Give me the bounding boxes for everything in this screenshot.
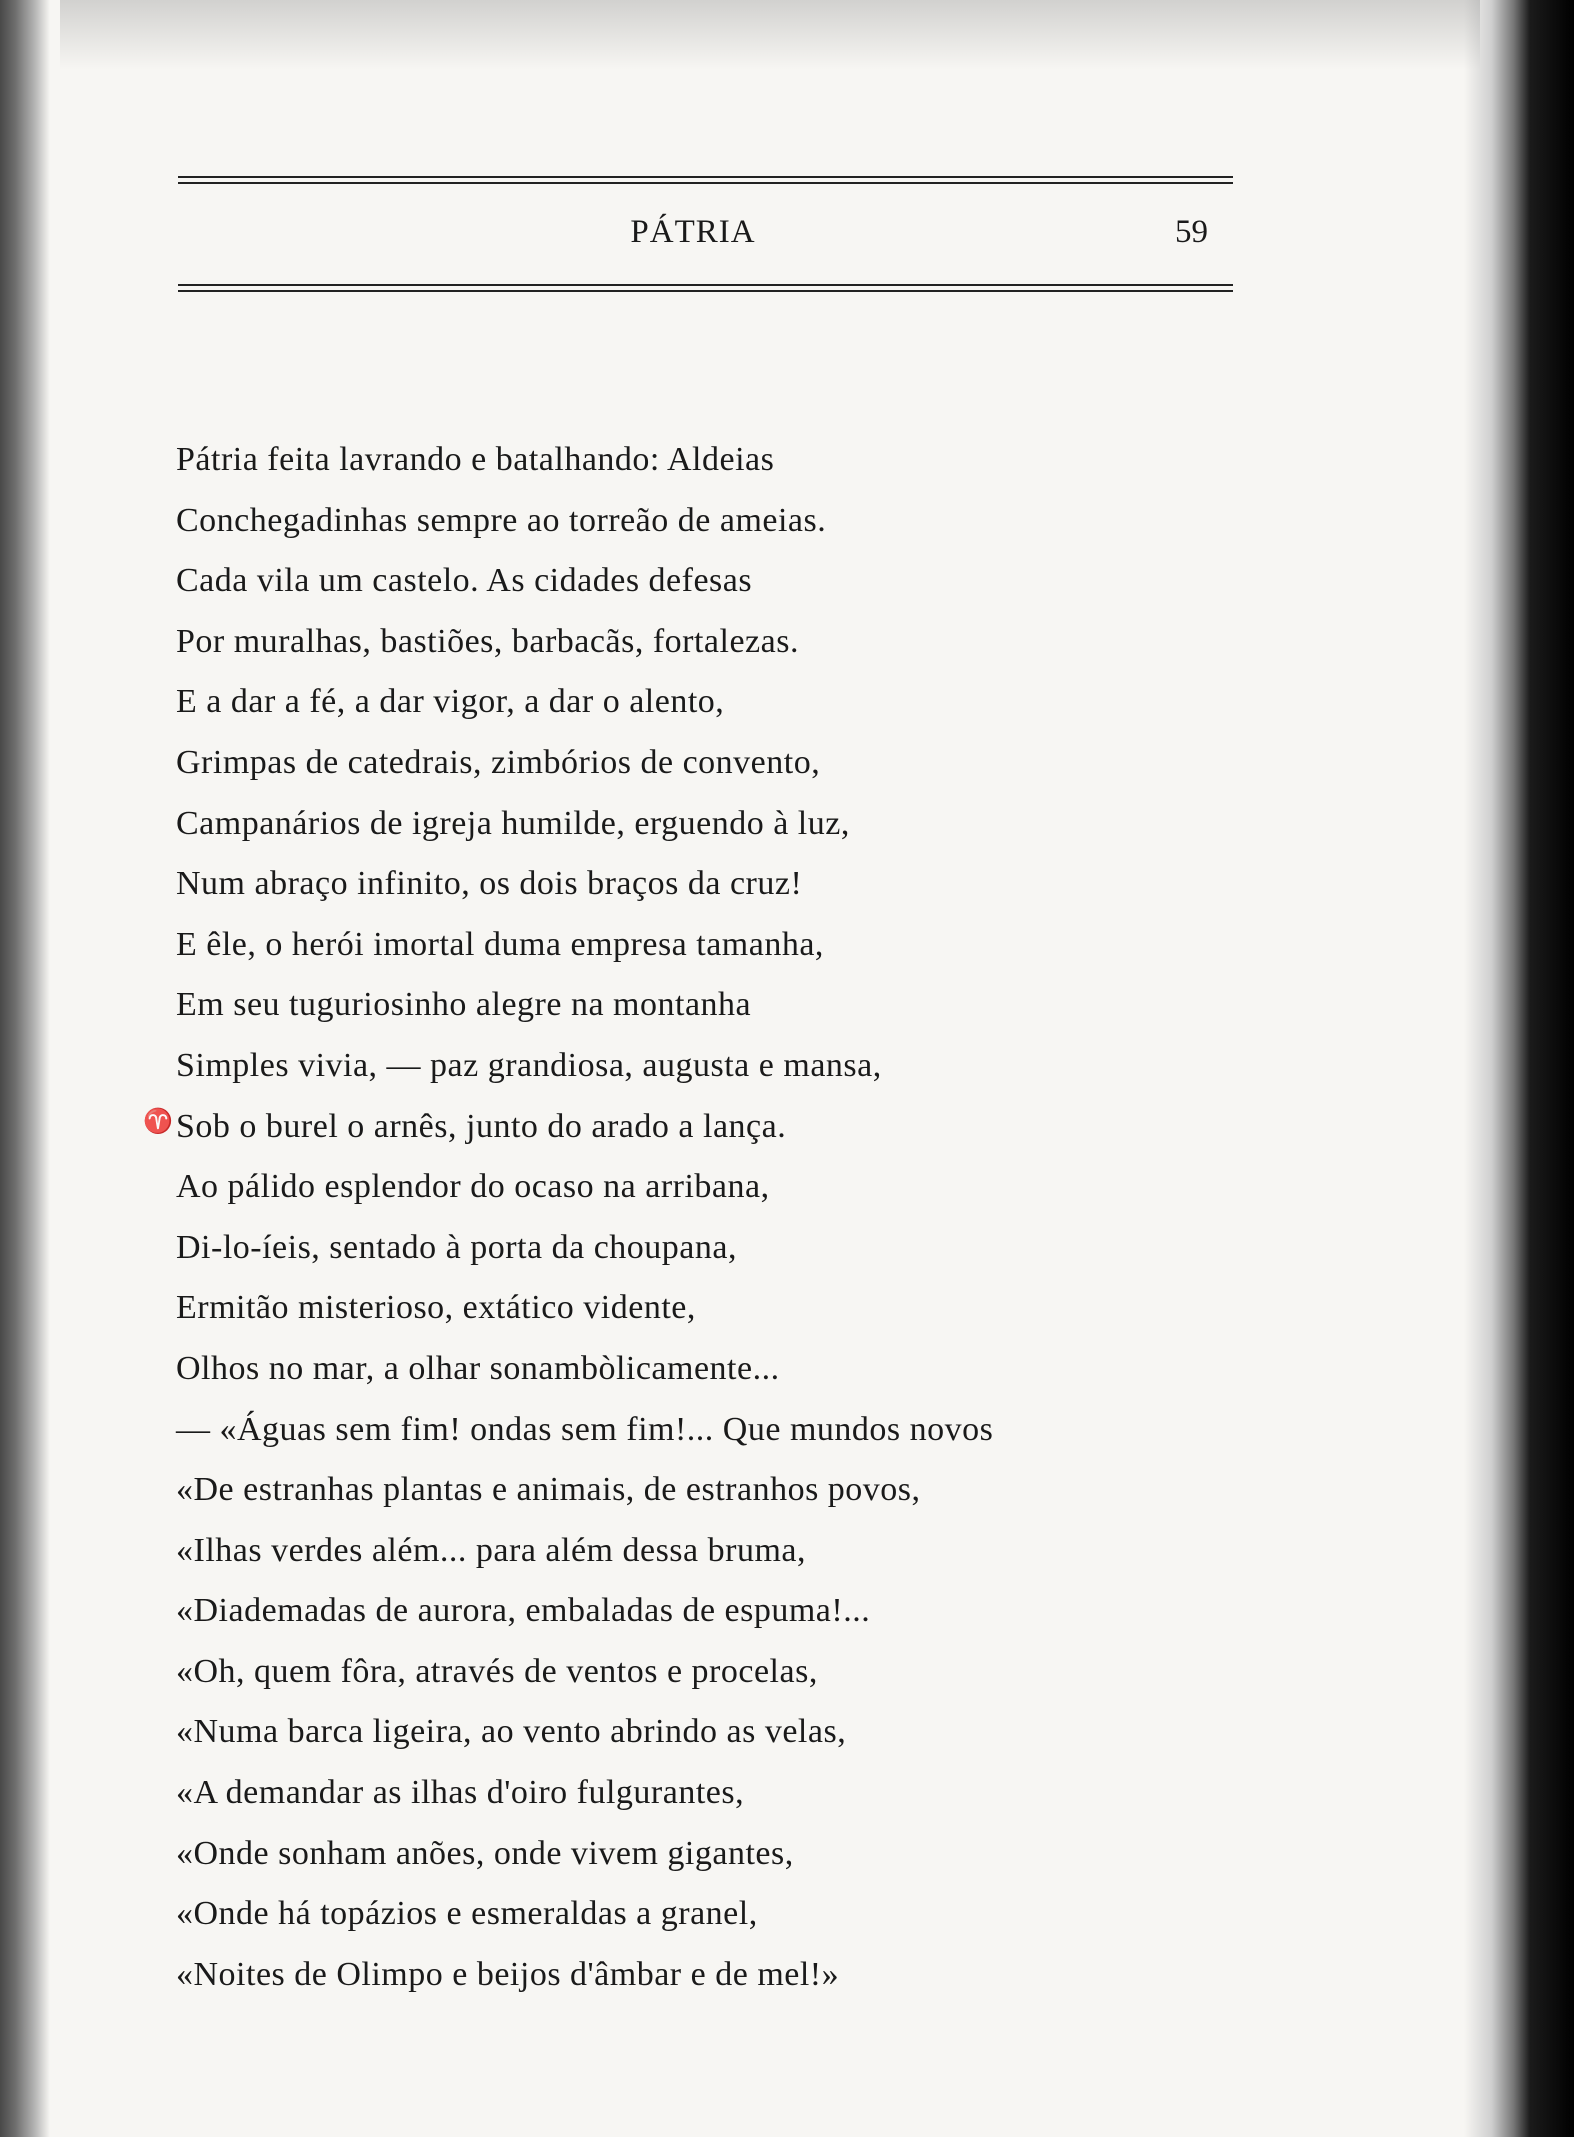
verse-line: Campanários de igreja humilde, erguendo à luz, — [176, 804, 850, 842]
verse-line: «Onde há topázios e esmeraldas a granel, — [176, 1895, 758, 1933]
page-number: 59 — [1175, 214, 1208, 250]
verse-line: «Oh, quem fôra, através de ventos e procelas, — [176, 1652, 818, 1690]
top-edge-shadow — [60, 0, 1480, 70]
verse-line: Olhos no mar, a olhar sonambòlicamente... — [176, 1349, 780, 1387]
header-bottom-rule — [178, 284, 1233, 296]
verse-line: Conchegadinhas sempre ao torreão de ameias. — [176, 501, 827, 539]
verse-line: «De estranhas plantas e animais, de estranhos povos, — [176, 1471, 921, 1509]
verse-line: Num abraço infinito, os dois braços da cruz! — [176, 865, 803, 903]
verse-line: Pátria feita lavrando e batalhando: Aldeias — [176, 441, 775, 478]
verse-line: — «Águas sem fim! ondas sem fim!... Que mundos novos — [176, 1410, 994, 1448]
binding-shadow — [0, 0, 50, 2137]
verse-line: «Onde sonham anões, onde vivem gigantes, — [176, 1834, 794, 1872]
verse-line: Sob o burel o arnês, junto do arado a lança. — [176, 1107, 787, 1145]
header-top-rule — [178, 176, 1233, 188]
verse-line: «A demandar as ilhas d'oiro fulgurantes, — [176, 1774, 745, 1812]
verse-line: «Noites de Olimpo e beijos d'âmbar e de mel!» — [176, 1955, 840, 1993]
verse-line: «Numa barca ligeira, ao vento abrindo as velas, — [176, 1713, 847, 1751]
verse-line: Ermitão misterioso, extático vidente, — [176, 1289, 696, 1327]
verse-line: Cada vila um castelo. As cidades defesas — [176, 562, 753, 600]
verse-line: «Ilhas verdes além... para além dessa bruma, — [176, 1531, 806, 1569]
poem-body — [176, 430, 1276, 2005]
verse-line: E êle, o herói imortal duma empresa tamanha, — [176, 925, 824, 963]
running-head — [178, 214, 1208, 264]
verse-line: Ao pálido esplendor do ocaso na arribana, — [176, 1168, 770, 1206]
verse-line: Por muralhas, bastiões, barbacãs, fortalezas. — [176, 622, 799, 660]
page-edge-shadow — [1464, 0, 1574, 2137]
verse-line: Simples vivia, — paz grandiosa, augusta e mansa, — [176, 1046, 882, 1084]
verse-line: E a dar a fé, a dar vigor, a dar o alento, — [176, 683, 725, 721]
margin-mark: ♈ — [143, 1109, 173, 1135]
verse-line: «Diademadas de aurora, embaladas de espuma!... — [176, 1592, 871, 1630]
verse-line: Grimpas de catedrais, zimbórios de convento, — [176, 743, 821, 781]
running-title: PÁTRIA — [630, 214, 756, 250]
verse-line: Di-lo-íeis, sentado à porta da choupana, — [176, 1228, 737, 1266]
verse-line: Em seu tuguriosinho alegre na montanha — [176, 986, 752, 1024]
